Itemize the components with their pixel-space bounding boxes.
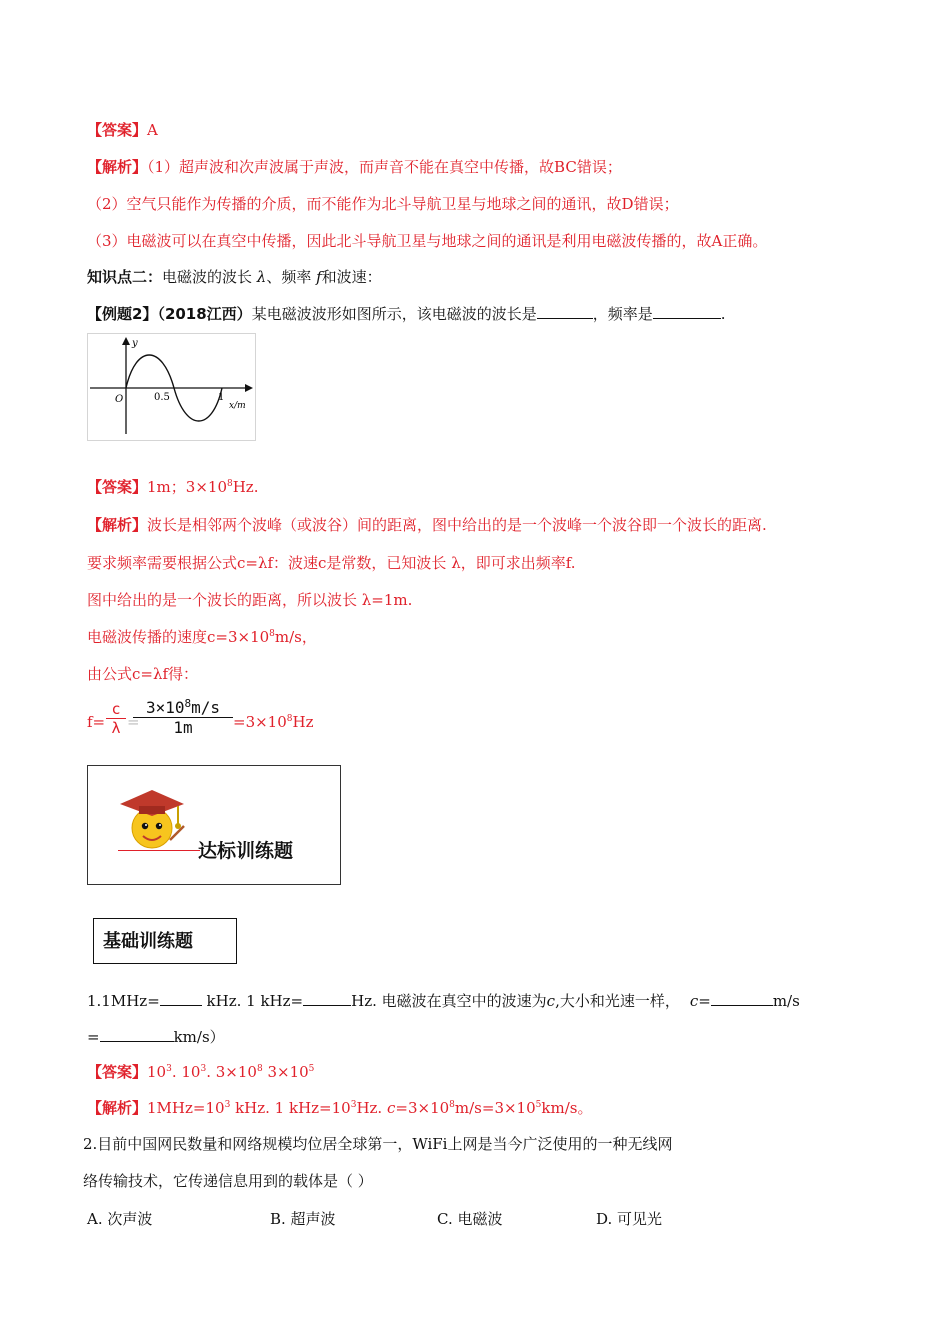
option-a[interactable]: A. 次声波: [87, 1210, 153, 1228]
answer-c-exp: 8: [256, 1064, 263, 1074]
p1-line2-b: km/s）: [173, 1028, 225, 1046]
knowledge-point-2: [87, 267, 382, 287]
answer-a-exp: 3: [166, 1064, 172, 1074]
option-b[interactable]: B. 超声波: [270, 1210, 336, 1228]
origin-label: O: [115, 394, 124, 405]
fraction-numerator: [133, 698, 233, 718]
example-tag: 【例题2】: [87, 305, 158, 323]
analysis-tag: 【解析】: [87, 158, 148, 176]
y-axis-arrow: [122, 337, 130, 345]
y-label: y: [132, 338, 138, 349]
problem-2-line-2: 络传输技术，它传递信息用到的载体是（ ）: [83, 1172, 373, 1190]
tick-one-label: 1: [218, 392, 225, 403]
wave-graph: [88, 334, 255, 440]
speed-exp: 8: [269, 629, 275, 639]
knowledge-text-a: 电磁波的波长: [162, 268, 257, 286]
section-title: 基础训练题: [103, 931, 193, 952]
x-label: x/m: [229, 401, 246, 411]
example-text-b: ，频率是: [592, 305, 653, 323]
rhs-text-b: Hz: [292, 713, 314, 731]
answer-d-exp: 5: [308, 1064, 315, 1074]
fraction-denominator: λ: [111, 719, 121, 737]
answer-text-a: 1m；3×10: [147, 478, 227, 496]
example-2-question: [87, 304, 726, 324]
q1-answer-line: [87, 120, 158, 140]
frequency-blank[interactable]: [653, 318, 721, 319]
banner-title: 达标训练题: [198, 840, 294, 862]
formula-lhs: f=: [87, 713, 106, 731]
x-axis-arrow: [245, 384, 253, 392]
analysis-e: m/s=3×10: [454, 1099, 536, 1117]
example-2-analysis-line-1: [87, 515, 767, 535]
analysis-a: 1MHz=10: [147, 1099, 225, 1117]
analysis-c: Hz.: [356, 1099, 387, 1117]
answer-d: 3×10: [262, 1063, 309, 1081]
khz-to-hz-blank[interactable]: [303, 1005, 351, 1006]
example-source: （2018江西）: [157, 305, 252, 323]
p1-text-b: kHz. 1 kHz=: [201, 992, 304, 1010]
analysis-e-exp: 5: [535, 1100, 542, 1110]
c-variable: c: [546, 992, 556, 1010]
speed-text-b: m/s，: [274, 628, 317, 646]
speed-kms-blank[interactable]: [100, 1041, 174, 1042]
p1-text-d: ,大小和光速一样，: [555, 992, 680, 1010]
answer-tag: 【答案】: [87, 478, 148, 496]
problem-1-line-1: [87, 991, 800, 1011]
example-2-analysis-line-3: 图中给出的是一个波长的距离，所以波长 λ=1m.: [87, 591, 413, 609]
c-variable: c: [386, 1099, 396, 1117]
analysis-b: kHz. 1 kHz=10: [230, 1099, 351, 1117]
analysis-text-1: （1）超声波和次声波属于声波，而声音不能在真空中传播，故BC错误；: [147, 158, 622, 176]
answer-b-exp: 3: [200, 1064, 207, 1074]
num-exp: 8: [184, 697, 192, 710]
answer-tag: 【答案】: [87, 1063, 148, 1081]
wavelength-blank[interactable]: [537, 318, 593, 319]
answer-value: A: [147, 121, 158, 139]
option-d[interactable]: D. 可见光: [596, 1210, 663, 1228]
p1-line2-a: =: [87, 1028, 100, 1046]
knowledge-label: 知识点二：: [87, 268, 163, 286]
q1-analysis-line-1: [87, 157, 622, 177]
analysis-f: km/s。: [541, 1099, 593, 1117]
q1-analysis-line-3: （3）电磁波可以在真空中传播，因此北斗导航卫星与地球之间的通讯是利用电磁波传播的，故A正确。: [87, 232, 768, 250]
problem-1-answer: [87, 1062, 314, 1082]
problem-2-line-1: 2.目前中国网民数量和网络规模均位居全球第一，WiFi上网是当今广泛使用的一种无线网: [83, 1135, 673, 1153]
knowledge-text-c: 和波速：: [321, 268, 382, 286]
analysis-text: 波长是相邻两个波峰（或波谷）间的距离，图中给出的是一个波峰一个波谷即一个波长的距离.: [147, 516, 767, 534]
fraction-denominator: 1m: [173, 718, 193, 737]
mhz-to-khz-blank[interactable]: [160, 1005, 202, 1006]
option-c[interactable]: C. 电磁波: [437, 1210, 503, 1228]
speed-ms-blank[interactable]: [711, 1005, 773, 1006]
training-banner: [87, 765, 341, 885]
c-variable: c: [689, 992, 699, 1010]
answer-exp: 8: [226, 479, 233, 489]
rhs-text-a: =3×10: [233, 713, 287, 731]
section-box: [93, 918, 237, 964]
wave-figure: [87, 333, 256, 441]
num-text-a: 3×10: [145, 698, 185, 717]
f-symbol: f: [316, 268, 322, 286]
p1-text-e: =: [698, 992, 711, 1010]
formula-rhs: [233, 713, 314, 731]
graduation-smiley-icon: [112, 780, 192, 856]
tick-half-label: 0.5: [154, 392, 170, 403]
problem-1-line-2: [87, 1027, 225, 1047]
p1-text-f: m/s: [772, 992, 800, 1010]
lambda-symbol: λ: [256, 268, 267, 286]
problem-1-analysis: [87, 1098, 592, 1118]
fraction-speed-over-wavelength: [133, 698, 233, 737]
knowledge-text-b: 、频率: [266, 268, 317, 286]
analysis-tag: 【解析】: [87, 1099, 148, 1117]
fraction-numerator: c: [106, 700, 126, 719]
answer-tag: 【答案】: [87, 121, 148, 139]
analysis-d: =3×10: [395, 1099, 450, 1117]
example-text-c: .: [720, 305, 726, 323]
p1-text-c: Hz. 电磁波在真空中的波速为: [351, 992, 547, 1010]
answer-c: . 3×10: [206, 1063, 257, 1081]
example-2-analysis-line-5: 由公式c=λf得：: [87, 665, 199, 683]
analysis-tag: 【解析】: [87, 516, 148, 534]
answer-b: . 10: [171, 1063, 201, 1081]
example-2-answer: [87, 477, 258, 497]
example-2-analysis-line-2: 要求频率需要根据公式c=λf：波速c是常数，已知波长 λ，即可求出频率f.: [87, 554, 576, 572]
formula-eq: =: [127, 713, 140, 731]
banner-rule: [118, 850, 200, 851]
analysis-a-exp: 3: [224, 1100, 231, 1110]
answer-text-b: Hz.: [232, 478, 259, 496]
num-text-b: m/s: [191, 698, 221, 717]
q1-analysis-line-2: （2）空气只能作为传播的介质，而不能作为北斗导航卫星与地球之间的通讯，故D错误；: [87, 195, 679, 213]
p1-text-a: 1.1MHz=: [87, 992, 160, 1010]
rhs-exp: 8: [286, 714, 293, 724]
example-2-analysis-line-4: [87, 627, 317, 647]
analysis-d-exp: 8: [449, 1100, 455, 1110]
speed-text-a: 电磁波传播的速度c=3×10: [87, 628, 270, 646]
analysis-b-exp: 3: [350, 1100, 357, 1110]
fraction-c-over-lambda: [106, 700, 126, 737]
example-text-a: 某电磁波波形如图所示，该电磁波的波长是: [251, 305, 537, 323]
answer-a: 10: [147, 1063, 167, 1081]
